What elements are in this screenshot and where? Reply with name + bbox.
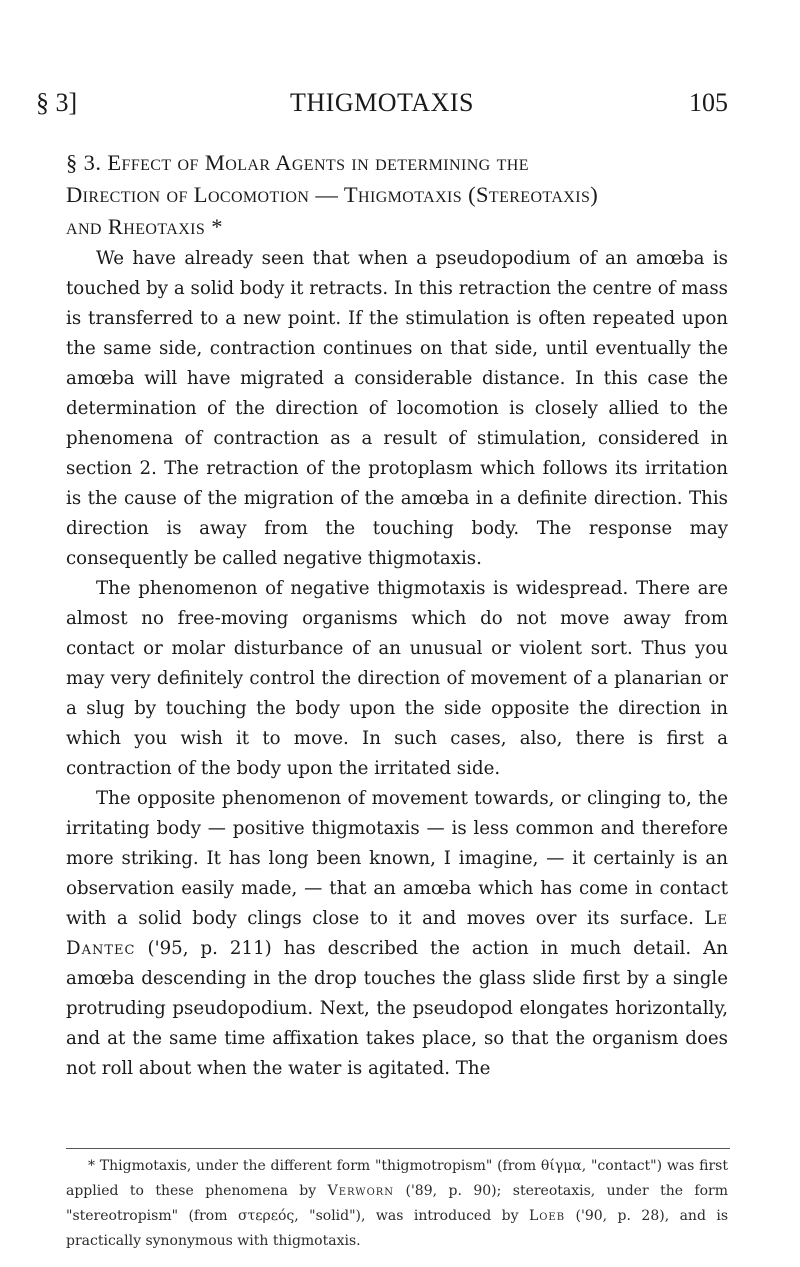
heading-line-2: Direction of Locomotion — Thigmotaxis (Stereotaxis) xyxy=(66,182,599,207)
header-title: THIGMOTAXIS xyxy=(290,88,474,117)
author-citation: Le Dantec xyxy=(66,908,728,959)
heading-line-1: § 3. Effect of Molar Agents in determining the xyxy=(66,150,529,175)
footnote xyxy=(66,1154,728,1254)
paragraph-1: We have already seen that when a pseudopodium of an amœba is touched by a solid body it retracts. In this retraction the centre of mass is transferred to a new point. If the stimulation is often repeated upon the same side, contraction continues on that side, until eventually the amœba will have migrated a considerable distance. In this case the determination of the direction of locomotion is closely allied to the phenomena of contraction as a result of stimulation, considered in section 2. The retraction of the protoplasm which follows its irritation is the cause of the migration of the amœba in a definite direction. This direction is away from the touching body. The response may consequently be called negative thigmotaxis. xyxy=(66,248,728,569)
footnote-part-2: ('89, p. 90); stereotaxis, under the form "stereotropism" (from στερεός, "solid"), was introduced by xyxy=(66,1183,729,1224)
paragraph-3-part-b: ('95, p. 211) has described the action in much detail. An amœba descending in the drop touches the glass slide first by a single protruding pseudopodium. Next, the pseudopod elongates horizontally, and at the same time affixation takes place, so that the organism does not roll about when the water is agitated. The xyxy=(66,938,728,1079)
footnote-part-3: ('90, p. 28), and is practically synonymous with thigmotaxis. xyxy=(66,1208,729,1249)
section-heading xyxy=(66,147,726,243)
page-number: 105 xyxy=(689,88,728,117)
footnote-text xyxy=(66,1154,728,1254)
footnote-divider xyxy=(66,1148,730,1149)
paragraph-3-part-a: The opposite phenomenon of movement towards, or clinging to, the irritating body — positive thigmotaxis — is less common and therefore more striking. It has long been known, I imagine, — it certainly is an observation easily made, — that an amœba which has come in contact with a solid body clings close to it and moves over its surface. xyxy=(66,788,728,929)
paragraph-3 xyxy=(66,784,728,1084)
header-section-mark: § 3] xyxy=(36,88,78,117)
footnote-author-2: Loeb xyxy=(528,1208,566,1224)
body-text xyxy=(66,244,728,1084)
heading-line-3: and Rheotaxis * xyxy=(66,214,223,239)
running-header xyxy=(36,86,728,120)
paragraph-2: The phenomenon of negative thigmotaxis is widespread. There are almost no free-moving organisms which do not move away from contact or molar disturbance of an unusual or violent sort. Thus you may very definitely control the direction of movement of a planarian or a slug by touching the body upon the side opposite the direction in which you wish it to move. In such cases, also, there is first a contraction of the body upon the irritated side. xyxy=(66,578,728,779)
footnote-author-1: Verworn xyxy=(327,1183,395,1199)
footnote-part-1: * Thigmotaxis, under the different form "thigmotropism" (from θίγμα, "contact") was first applied to these phenomena by xyxy=(66,1158,728,1199)
